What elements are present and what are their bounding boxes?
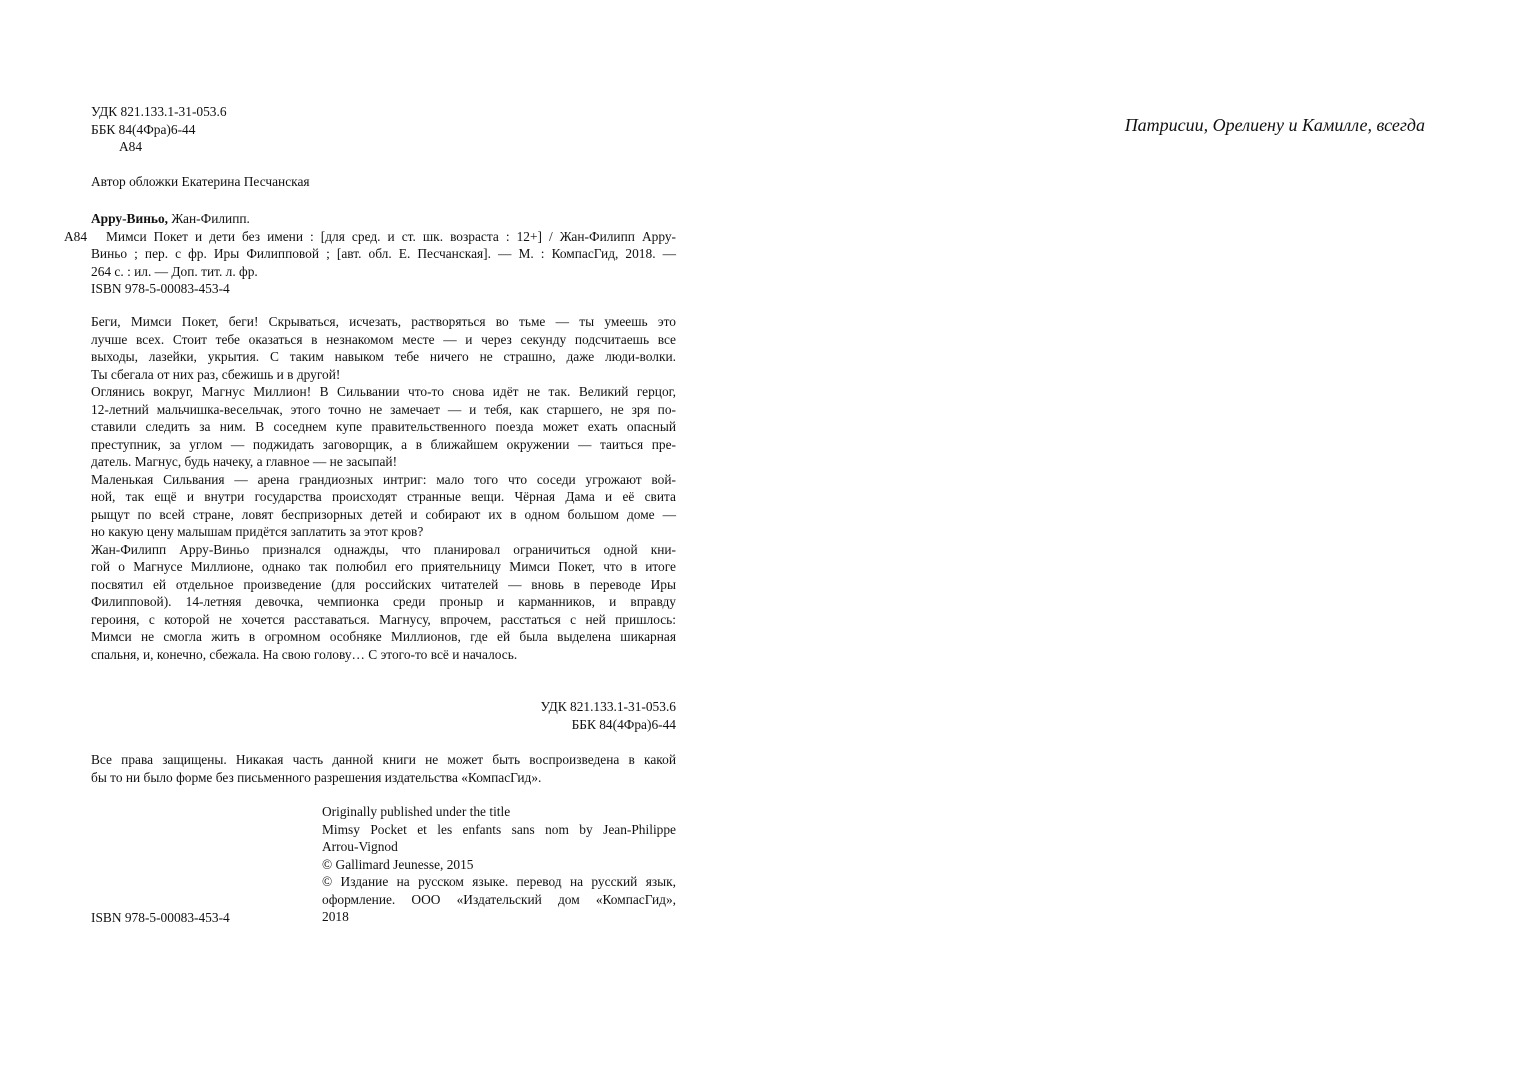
annotation-line: но какую цену малышам придётся заплатить за этот кров? (91, 524, 424, 539)
catalog-author-surname: Арру-Виньо, (91, 211, 169, 226)
author-mark: А84 (119, 139, 143, 154)
copyright-line: Arrou-Vignod (322, 839, 398, 854)
annotation-line: героиня, с которой не хочется расставаться. Магнусу, впрочем, расстаться с ней пришлось: (91, 611, 676, 627)
annotation-line: Жан-Филипп Арру-Виньо признался однажды, что планировал ограничиться одной кни- (91, 541, 676, 557)
annotation-line: преступник, за углом — поджидать заговорщик, а в ближайшем окружении — таиться пре- (91, 436, 676, 452)
catalog-isbn: ISBN 978-5-00083-453-4 (91, 281, 230, 296)
annotation-line: лучше всех. Стоит тебе оказаться в незнакомом месте — и через секунду подсчитаешь все (91, 331, 676, 347)
annotation-line: Маленькая Сильвания — арена грандиозных интриг: мало того что соседи угрожают вой- (91, 471, 676, 487)
annotation (91, 313, 676, 663)
catalog-mark: А84 (64, 228, 88, 244)
copyright-block (322, 803, 676, 926)
dedication: Патрисии, Орелиену и Камилле, всегда (1124, 115, 1425, 135)
copyright-line: Mimsy Pocket et les enfants sans nom by Jean-Philippe (322, 821, 676, 837)
annotation-line: 12-летний мальчишка-весельчак, этого точно не замечает — и тебя, как старшего, не зря по- (91, 401, 676, 417)
annotation-line: посвятил ей отдельное произведение (для российских читателей — вновь в переводе Иры (91, 576, 676, 592)
annotation-line: Мимси не смогла жить в огромном особняке Миллионов, где ей была выделена шикарная (91, 629, 676, 644)
codes-bottom (91, 698, 676, 733)
udk-code-bottom: УДК 821.133.1-31-053.6 (540, 699, 676, 714)
header-codes (91, 103, 227, 156)
rights-line: бы то ни было форме без письменного разрешения издательства «КомпасГид». (91, 769, 542, 785)
annotation-line: Беги, Мимси Покет, беги! Скрываться, исчезать, растворяться во тьме — ты умеешь это (91, 314, 676, 329)
annotation-line: спальня, и, конечно, сбежала. На свою голову… С этого-то всё и началось. (91, 646, 518, 662)
isbn-bottom: ISBN 978-5-00083-453-4 (91, 910, 230, 925)
right-page (758, 0, 1517, 1080)
annotation-line: рыщут по всей стране, ловят беспризорных детей и собирают их в одном большом доме — (91, 506, 676, 522)
annotation-line: Оглянись вокруг, Магнус Миллион! В Сильвании что-то снова идёт не так. Великий герцог, (91, 384, 676, 399)
catalog-entry (64, 210, 676, 298)
catalog-author (91, 210, 676, 228)
rights-notice (91, 751, 676, 786)
bbk-code: ББК 84(4Фра)6-44 (91, 121, 196, 137)
bbk-code-bottom: ББК 84(4Фра)6-44 (571, 716, 676, 732)
catalog-line: 264 с. : ил. — Доп. тит. л. фр. (91, 263, 258, 279)
cover-author: Автор обложки Екатерина Песчанская (91, 174, 310, 189)
annotation-line: ной, так ещё и внутри государства происходят странные вещи. Чёрная Дама и её свита (91, 489, 676, 504)
rights-line: Все права защищены. Никакая часть данной книги не может быть воспроизведена в какой (91, 752, 676, 767)
annotation-line: гой о Магнусе Миллионе, однако так полюбил его приятельницу Мимси Покет, что в итоге (91, 559, 676, 574)
annotation-line: выходы, лазейки, укрытия. С таким навыком тебе ничего не страшно, даже люди-волки. (91, 349, 676, 364)
annotation-line: Филипповой). 14-летняя девочка, чемпионка среди проныр и карманников, и вправду (91, 594, 676, 609)
copyright-line: © Издание на русском языке. перевод на русский язык, (322, 874, 676, 889)
annotation-line: Ты сбегала от них раз, сбежишь и в другой! (91, 366, 341, 382)
annotation-line: датель. Магнус, будь начеку, а главное — не засыпай! (91, 454, 398, 469)
copyright-line: © Gallimard Jeunesse, 2015 (322, 856, 474, 872)
udk-code: УДК 821.133.1-31-053.6 (91, 104, 227, 119)
catalog-line: Мимси Покет и дети без имени : [для сред. и ст. шк. возраста : 12+] / Жан-Филипп Арру- (106, 228, 676, 244)
left-page (0, 0, 758, 1080)
copyright-line: 2018 (322, 909, 349, 924)
catalog-author-name: Жан-Филипп. (168, 211, 250, 226)
catalog-line: Виньо ; пер. с фр. Иры Филипповой ; [авт. обл. Е. Песчанская]. — М. : КомпасГид, 2018. — (91, 246, 676, 261)
annotation-line: ставили следить за ним. В соседнем купе правительственного поезда может ехать опасный (91, 419, 676, 434)
copyright-line: Originally published under the title (322, 804, 511, 819)
copyright-line: оформление. ООО «Издательский дом «КомпасГид», (322, 891, 676, 907)
